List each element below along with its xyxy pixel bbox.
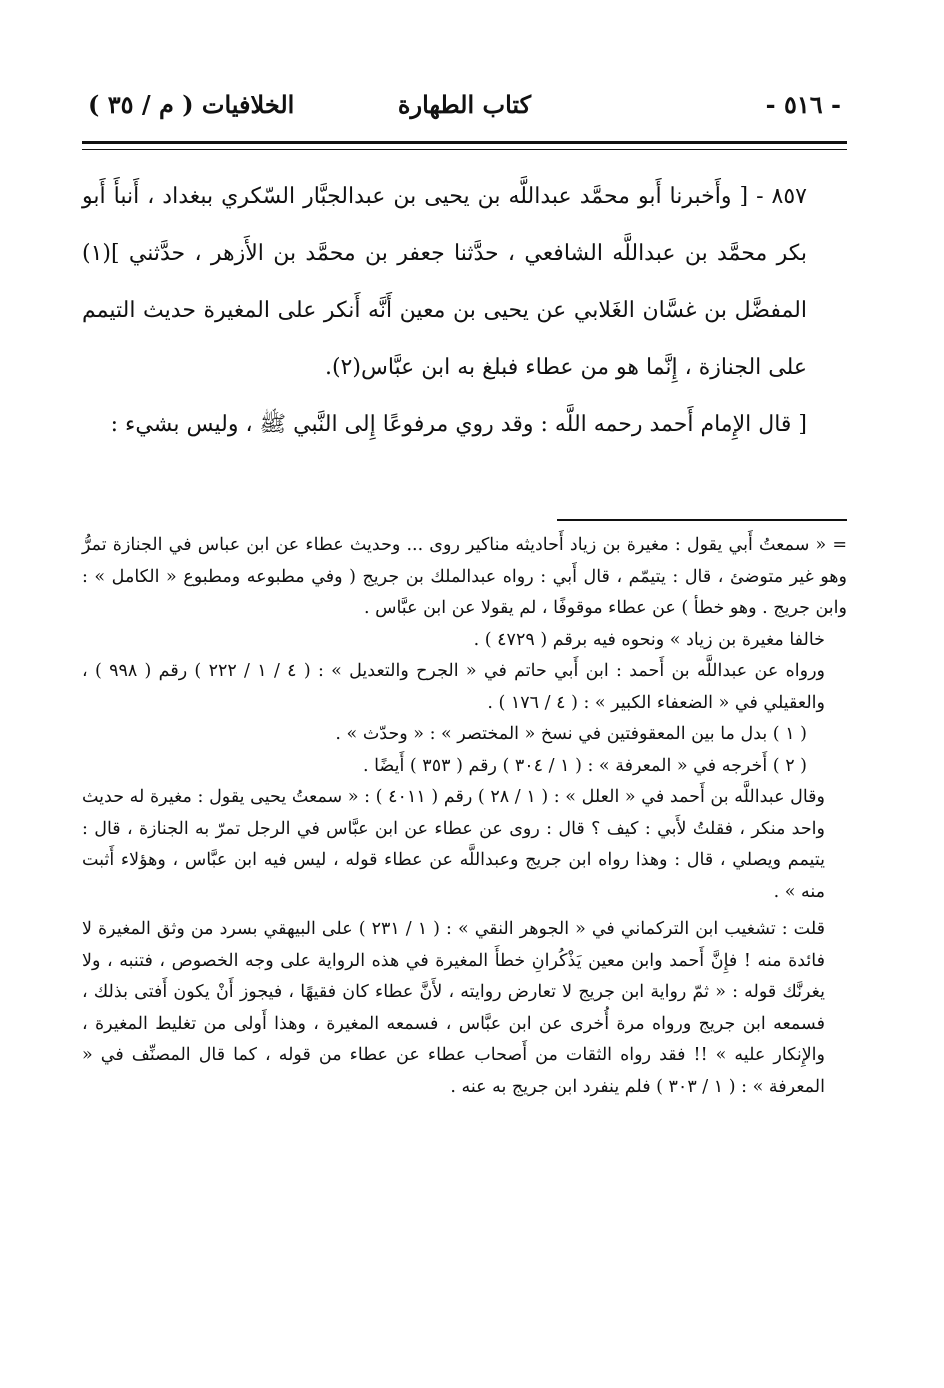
footnote-separator: [557, 519, 847, 521]
imam-comment-paragraph: [ قال الإِمام أَحمد رحمه اللَّه : وقد روي مرفوعًا إِلى النَّبي ﷺ ، وليس بشيء :: [110, 412, 807, 437]
main-text: [82, 168, 847, 453]
hadith-paragraph: ٨٥٧ - [ وأَخبرنا أَبو محمَّد عبداللَّه بن يحيى بن عبدالجبَّار السّكري ببغداد ، أَنبأَ أَبو بكر محمَّد بن عبداللَّه الشافعي ، حدَّثنا جعفر بن محمَّد بن الأَزهر ، حدَّثني ](١) المفضَّل بن غسَّان الغَلابي عن يحيى بن معين أَنَّه أَنكر على المغيرة حديث التيمم على الجنازة ، إِنَّما هو من عطاء فبلغ به ابن عبَّاس(٢).: [82, 184, 807, 380]
footnote-2: ( ٢ ) أَخرجه في « المعرفة » : ( ١ / ٣٠٤ ) رقم ( ٣٥٣ ) أَيضًا .: [362, 755, 807, 776]
footnote-line: وقال عبداللَّه بن أَحمد في « العلل » : ( ١ / ٢٨ ) رقم ( ٤٠١١ ) : « سمعتُ يحيى يقول : مغيرة له حديث واحد منكر ، فقلتُ لأَبي : كيف ؟ قال : روى عن عطاء عن ابن عبَّاس في الرجل تمرّ به الجنازة ، قال : يتيمم ويصلي ، قال : وهذا رواه ابن جريج وعبداللَّه عن عطاء قوله ، ليس فيه ابن عبَّاس ، وهؤلاء أَثبت منه » .: [82, 787, 825, 902]
footnotes: [82, 530, 847, 1103]
footnote-line: خالفا مغيرة بن زياد » ونحوه فيه برقم ( ٤٧٢٩ ) .: [473, 629, 825, 650]
running-header: [82, 88, 847, 128]
header-rule-thin: [82, 149, 847, 150]
footnote-line: ورواه عن عبداللَّه بن أَحمد : ابن أَبي حاتم في « الجرح والتعديل » : ( ٤ / ١ / ٢٢٢ ) رقم ( ٩٩٨ ) ، والعقيلي في « الضعفاء الكبير » : ( ٤ / ١٧٦ ) .: [82, 661, 825, 713]
page-number: - ٥١٦ -: [765, 90, 841, 119]
section-title: الخلافيات ( م / ٣٥ ): [88, 90, 295, 119]
footnote-line: قلت : تشغيب ابن التركماني في « الجوهر النقي » : ( ١ / ٢٣١ ) على البيهقي بسرد من وثق المغيرة لا فائدة منه ! فإِنَّ أَحمد وابن معين يَذْكُرانِ خطأَ المغيرة في هذه الرواية على وجه الخصوص ، فتنبه ، ولا يغرنَّك قوله : « ثمّ رواية ابن جريج لا تعارض روايته ، لأَنَّ عطاء كان فقيهًا ، فيجوز أَنْ يكون أَفتى بذلك ، فسمعه ابن جريج ورواه مرة أُخرى عن ابن عبَّاس ، فسمعه المغيرة ، وهذا أَولى من تغليط المغيرة ، والإِنكار عليه » !! فقد رواه الثقات من أَصحاب عطاء عن عطاء من قوله ، كما قال المصنِّف في « المعرفة » : ( ١ / ٣٠٣ ) فلم ينفرد ابن جريج به عنه .: [82, 919, 825, 1097]
header-rule-thick: [82, 141, 847, 144]
footnote-continuation: = « سمعتُ أَبي يقول : مغيرة بن زياد أَحاديثه مناكير روى ... وحديث عطاء عن ابن عباس في الجنازة تمرُّ وهو غير متوضئ ، قال : يتيمّم ، قال أَبي : رواه عبدالملك بن جريج ( وفي مطبوعه ومطبوع « الكامل » : وابن جريج . وهو خطأ ) عن عطاء موقوفًا ، لم يقولا عن ابن عبَّاس .: [82, 535, 847, 618]
footnote-1: ( ١ ) بدل ما بين المعقوفتين في نسخ « المختصر » : « وحدّث » .: [335, 724, 807, 744]
book-title: كتاب الطهارة: [397, 90, 532, 119]
